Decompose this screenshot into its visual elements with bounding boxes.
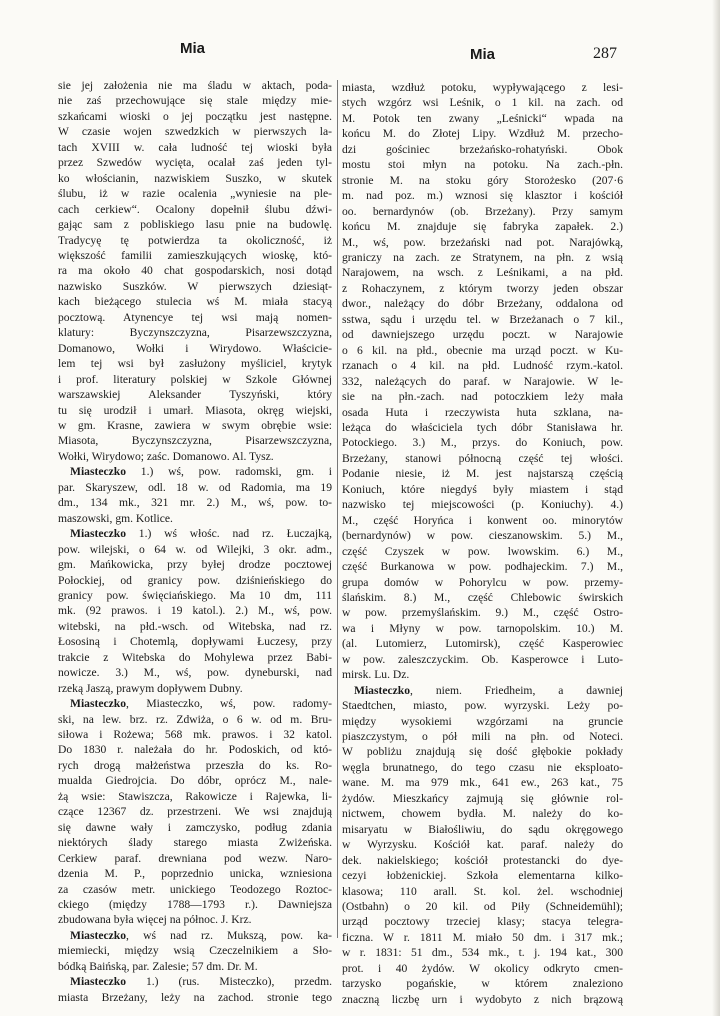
- text-line: przez Szwedów wycięta, ocalał zaś jeden tyl-: [58, 156, 332, 170]
- text-line: M. Potok ten zwany „Leśnicki“ wpada na: [342, 111, 623, 125]
- text-line: sie na płn.-zach. nad potoczkiem leży mała: [342, 390, 623, 404]
- text-line: nowicze. 3.) M., wś, pow. dyneburski, nad: [58, 666, 332, 680]
- text-line: mirsk. Lu. Dz.: [342, 668, 410, 682]
- text-line: ślańskim. 8.) M., część Chlebowic świrskich: [342, 590, 623, 604]
- text-line: cach cerkiew“. Ocalony dopełnił ślubu dźwi-: [58, 202, 332, 216]
- left-column: [58, 78, 332, 1005]
- text-line: Brzeżany, stanowi północną część tej włości.: [342, 451, 623, 465]
- right-column: [342, 80, 623, 1007]
- page-number: 287: [593, 45, 617, 62]
- text-line: i prof. literatury polskiej w Szkole Głównej: [58, 372, 332, 386]
- text-line: w pow. przemyślańskim. 9.) M., część Ostro-: [342, 606, 623, 620]
- text-line: miasta, wzdłuż potoku, wypływającego z lesi-: [342, 81, 623, 94]
- text-line: Miasteczko, niem. Friedheim, a dawniej: [354, 683, 623, 697]
- text-line: miemiecki, między wsią Czeczelnikiem a Sło-: [58, 944, 332, 958]
- text-line: (bernardynów) w pow. cieszanowskim. 5.) M.,: [342, 529, 623, 543]
- text-line: ślubu, iż w razie ocalenia „wyniesie na ple-: [58, 187, 332, 201]
- text-line: nazwisko Suszków. W pierwszych dziesiąt-: [58, 279, 332, 293]
- text-line: misaryatu w Białośliwiu, do sądu okręgowego: [342, 822, 623, 836]
- column-divider: [337, 80, 338, 938]
- text-line: Staedtchen, miasto, pow. wyrzyski. Leży po-: [342, 699, 623, 713]
- running-head-center: Mia: [470, 46, 496, 63]
- text-line: sstwa, sądu i urzędu tel. w Brzeżanach o 7 kil.,: [342, 312, 623, 326]
- text-line: znaczną liczbę urn i wydobyto z nich brązową: [342, 992, 623, 1006]
- text-line: gm. Mańkowicka, przy byłej drodze pocztowej: [58, 558, 332, 572]
- text-line: wa i Młyny w pow. tarnopolskim. 10.) M.: [342, 621, 623, 635]
- text-line: Koniuch, które niegdyś były miastem i stąd: [342, 482, 623, 496]
- text-line: Do 1830 r. należała do hr. Podoskich, od któ-: [58, 743, 332, 757]
- text-line: ficzna. W r. 1811 M. miało 50 dm. i 317 mk.;: [342, 930, 623, 944]
- text-line: m. nad poz. m.) wznosi się klasztor i kościół: [342, 189, 623, 203]
- text-line: prot. i 40 żydów. W okolicy odkryto cmen-: [342, 961, 623, 975]
- text-line: zbudowana była więcej na północ. J. Krz.: [58, 913, 252, 927]
- text-line: dzenia M. P., poprzednio unicka, wzniesiona: [58, 867, 332, 881]
- text-line: mostu stoi młyn na potoku. Na zach.-płn.: [342, 158, 623, 172]
- text-line: o 6 kil. na płd., obecnie ma urząd poczt. w Ku-: [342, 343, 623, 357]
- text-line: stronie M. na stoku góry Storożesko (207·6: [342, 173, 623, 187]
- text-line: pow. wilejski, o 64 w. od Wilejki, 3 okr. adm.,: [58, 542, 332, 556]
- text-line: czące 12367 dz. przestrzeni. We wsi znajdują: [58, 805, 332, 819]
- text-line: nictwem, chowem bydła. M. należy do ko-: [342, 807, 623, 821]
- text-line: Wołki, Wirydowo; zaśc. Domanowo. Al. Tysz.: [58, 449, 274, 463]
- text-line: wane. M. ma 979 mk., 641 ew., 263 kat., 75: [342, 776, 623, 790]
- text-line: W czasie wojen szwedzkich w pierwszych la-: [58, 125, 332, 139]
- text-line: nie zaś przechowujące się stale między mie-: [58, 94, 332, 108]
- text-line: urząd pocztowy trzeciej klasy; stacya telegra-: [342, 915, 623, 929]
- text-line: grupa domów w Pohorylcu w pow. przemy-: [342, 575, 623, 589]
- text-line: Miasteczko 1.) (rus. Misteczko), przedm.: [70, 975, 332, 989]
- text-line: końcu M. do Złotej Lipy. Wzdłuż M. przecho-: [342, 127, 623, 141]
- text-line: część Czyszek w pow. lwowskim. 6.) M.,: [342, 544, 623, 558]
- text-line: Domanowo, Wołki i Wirydowo. Właścicie-: [58, 341, 332, 355]
- text-line: graniczy na zach. ze Stratynem, na płn. z wsią: [342, 250, 623, 264]
- text-line: nazwisko tej miejscowości (p. Koniuchy). 4.): [342, 498, 623, 512]
- text-line: szkańcami wioski o jej początku jest następne.: [58, 109, 332, 123]
- text-line: Tradycyę tę potwierdza ta okoliczność, iż: [58, 233, 332, 247]
- text-line: kach bieżącego stulecia wś M. miała stacyą: [58, 295, 332, 309]
- text-line: w Wyrzysku. Kościół kat. paraf. należy do: [342, 838, 623, 852]
- text-line: Łososiną i Chotemlą, dopływami Łuczesy, przy: [58, 635, 332, 649]
- text-line: Miasteczko 1.) wś włośc. nad rz. Łuczajką,: [70, 527, 332, 541]
- text-line: leżąca do właściciela tych dóbr Stanisława hr.: [342, 420, 623, 434]
- text-line: gając sam z pobliskiego lasu pnie na budowlę.: [58, 218, 332, 232]
- text-line: Cerkiew paraf. drewniana pod wezw. Naro-: [58, 851, 332, 865]
- text-line: maszowski, gm. Kotlice.: [58, 511, 173, 525]
- text-line: Podanie niesie, iż M. jest najstarszą częścią: [342, 467, 623, 481]
- text-line: się dawne wały i zamczysko, podług zdania: [58, 820, 332, 834]
- text-line: w pow. zaleszczyckim. Ob. Kasperowce i Luto-: [342, 652, 623, 666]
- text-line: dek. nakielskiego; kościół protestancki do dye-: [342, 853, 623, 867]
- text-line: Miasota, Byczynszczyzna, Pisarzewszczyzna,: [58, 434, 332, 448]
- text-line: między wysokiemi wzgórzami na gruncie: [342, 714, 623, 728]
- text-line: niektórych ślady starego miasta Zwiżeńska.: [58, 836, 332, 850]
- text-line: trakcie z Witebska do Mohylewa przez Babi-: [58, 650, 332, 664]
- text-line: 332, należących do paraf. w Narajowie. W le-: [342, 374, 623, 388]
- text-line: granicy pow. święciańskiego. Ma 10 dm, 111: [58, 588, 332, 602]
- text-line: M., wś, pow. brzeżański nad pot. Narajówką,: [342, 235, 623, 249]
- text-line: pocztową. Atynencye tej wsi mają nomen-: [58, 310, 332, 324]
- text-line: mualda Giedrojcia. Do dóbr, oprócz M., nale-: [58, 774, 332, 788]
- text-line: oo. bernardynów (ob. Brzeżany). Przy samym: [342, 204, 623, 218]
- text-line: tarzysko pogańskie, w którem znaleziono: [342, 977, 623, 991]
- text-line: osada Huta i rzeczywista huta szklana, na-: [342, 405, 623, 419]
- text-line: bódką Baińską, par. Zalesie; 57 dm. Dr. M.: [58, 959, 258, 973]
- text-line: Połockiej, od granicy pow. dziśnieńskiego do: [58, 573, 332, 587]
- text-line: warszawskiej Aleksander Tyszyński, który: [58, 388, 332, 402]
- text-line: lem tej wsi był zasłużony myśliciel, krytyk: [58, 357, 332, 371]
- text-line: cezyi łobżenickiej. Szkoła elementarna kilko-: [342, 869, 623, 883]
- text-line: z Rohaczynem, z którym tworzy jeden obszar: [342, 281, 623, 295]
- text-line: Miasteczko, Miasteczko, wś, pow. radomy-: [70, 697, 332, 711]
- text-line: węgla brunatnego, do tego czasu nie eksploato-: [342, 760, 623, 774]
- text-line: większość familii zamieszkujących wioskę, któ-: [58, 248, 332, 262]
- text-line: w r. 1831: 51 dm., 534 mk., t. j. 194 kat., 300: [342, 946, 623, 960]
- text-line: Narajowem, na wsch. z Leśnikami, a na płd.: [342, 266, 623, 280]
- text-line: (Ostbahn) o 20 kil. od Piły (Schneidemühl);: [342, 900, 623, 914]
- text-line: piaszczystym, o pół mili na płn. od Noteci.: [342, 730, 623, 744]
- text-line: witebski, na płd.-wsch. od Witebska, nad rz.: [58, 619, 332, 633]
- text-line: klatury: Byczynszczyzna, Pisarzewszczyzna,: [58, 326, 332, 340]
- page-edge-shadow: [712, 0, 720, 1016]
- text-line: par. Skaryszew, odl. 18 w. od Radomia, ma 19: [58, 480, 332, 494]
- text-line: rych drogą małżeństwa przeszła do ks. Ro-: [58, 758, 332, 772]
- text-line: sie jej założenia nie ma śladu w aktach, poda-: [58, 79, 332, 92]
- text-line: ko włościanin, nazwiskiem Suszko, w skutek: [58, 171, 332, 185]
- text-line: rzeką Jaszą, prawym dopływem Dubny.: [58, 681, 243, 695]
- text-line: za czasów metr. unickiego Teodozego Roztoc-: [58, 882, 332, 896]
- text-line: miasta Brzeżany, leży na zachod. stronie tego: [58, 990, 332, 1004]
- text-line: dzi gościniec brzeżańsko-rohatyński. Obok: [342, 142, 623, 156]
- text-line: Miasteczko 1.) wś, pow. radomski, gm. i: [70, 465, 332, 479]
- text-line: (al. Lutomierz, Lutomirsk), część Kasperowiec: [342, 637, 623, 651]
- text-line: Miasteczko, wś nad rz. Mukszą, pow. ka-: [70, 928, 332, 942]
- text-line: rzanach o 4 kil. na płd. Ludność rzym.-katol.: [342, 359, 623, 373]
- text-line: ckiego (między 1788—1793 r.). Dawniejsza: [58, 898, 332, 912]
- text-line: żą wsie: Stawiszcza, Rakowicze i Rajewka, li-: [58, 789, 332, 803]
- text-line: stych wzgórz wsi Leśnik, o 1 kil. na zach. od: [342, 96, 623, 110]
- text-line: końcu M. znajduje się fabryka zapałek. 2.): [342, 220, 623, 234]
- text-line: część Burkanowa w pow. podhajeckim. 7.) M.,: [342, 560, 623, 574]
- text-line: w gm. Krasne, zawiera w swym obrębie wsie:: [58, 418, 332, 432]
- text-line: tach XVIII w. cała ludność tej wioski była: [58, 140, 332, 154]
- text-line: tu się urodził i umarł. Miasota, okręg wiejski,: [58, 403, 332, 417]
- text-line: dm., 134 mk., 321 mr. 2.) M., wś, pow. to-: [58, 496, 332, 510]
- text-line: siłowa i Rożewa; 568 mk. prawos. i 32 katol.: [58, 728, 332, 742]
- text-line: żydów. Mieszkańcy zajmują się głównie rol-: [342, 791, 623, 805]
- text-line: ra ma około 40 chat gospodarskich, nosi dotąd: [58, 264, 332, 278]
- text-line: ski, na lew. brz. rz. Zdwiża, o 6 w. od m. Bru-: [58, 712, 332, 726]
- text-line: klasowa; 110 arall. St. kol. żel. wschodniej: [342, 884, 623, 898]
- text-line: Potockiego. 3.) M., przys. do Koniuch, pow.: [342, 436, 623, 450]
- text-line: dwor., należący do dóbr Brzeżany, oddalona od: [342, 297, 623, 311]
- text-line: M., część Horyńca i konwent oo. minorytów: [342, 513, 623, 527]
- text-line: W pobliżu znajdują się dość głębokie pokłady: [342, 745, 623, 759]
- text-line: mk. (92 prawos. i 19 katol.). 2.) M., wś, pow.: [58, 604, 332, 618]
- text-line: od dawniejszego urzędu poczt. w Narajowie: [342, 328, 623, 342]
- running-head-left: Mia: [180, 40, 206, 57]
